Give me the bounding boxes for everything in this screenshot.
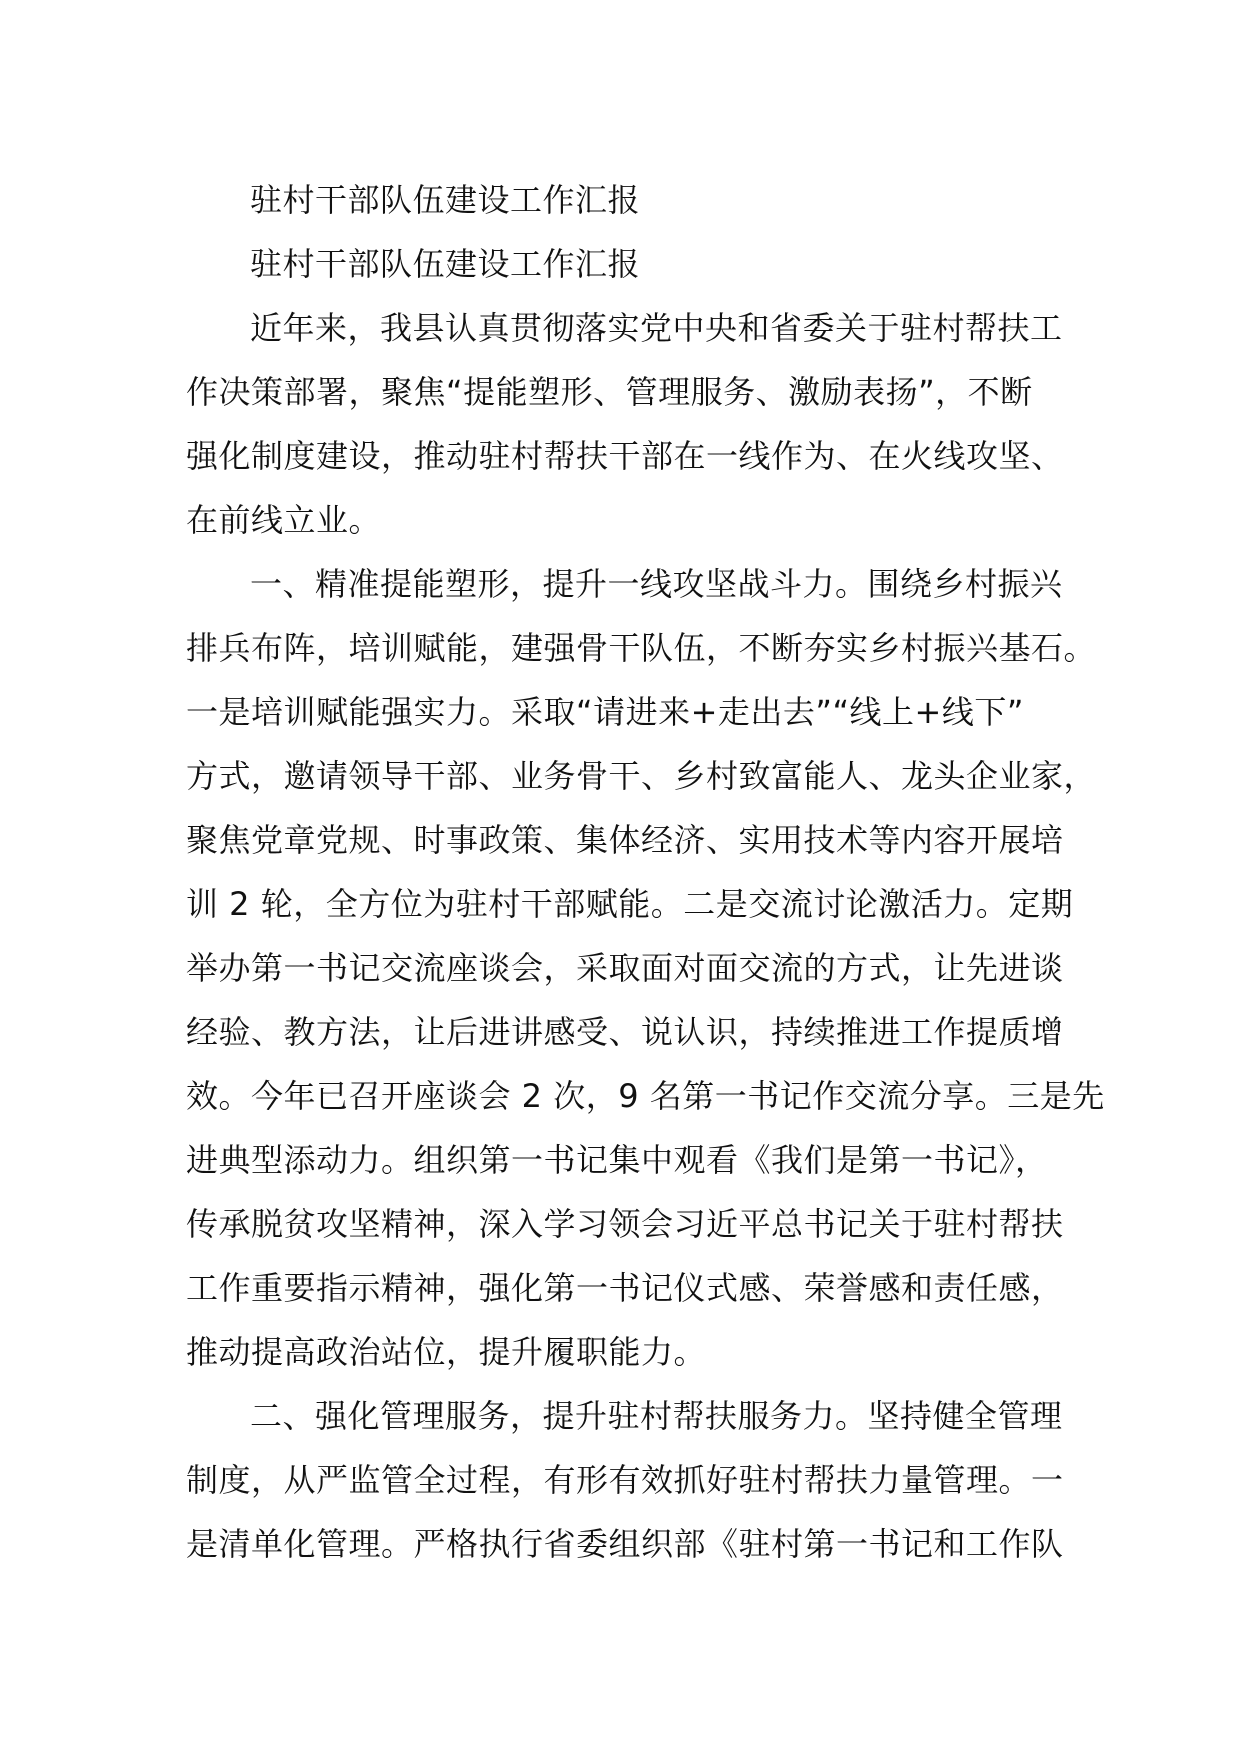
intro-paragraph-line: 在前线立业。 [186,501,382,539]
section-one-line: 推动提高政治站位，提升履职能力。 [186,1333,707,1371]
document-subtitle: 驻村干部队伍建设工作汇报 [250,245,641,283]
section-one-line: 工作重要指示精神，强化第一书记仪式感、荣誉感和责任感， [186,1269,1064,1307]
document-body [186,168,1105,1576]
section-one-line: 进典型添动力。组织第一书记集中观看《我们是第一书记》， [186,1141,1048,1179]
section-one-line: 聚焦党章党规、时事政策、集体经济、实用技术等内容开展培 [186,821,1064,859]
intro-paragraph-line: 作决策部署，聚焦“提能塑形、管理服务、激励表扬”，不断 [186,373,1033,411]
intro-paragraph-line: 强化制度建设，推动驻村帮扶干部在一线作为、在火线攻坚、 [186,437,1064,475]
section-one-line: 经验、教方法，让后进讲感受、说认识，持续推进工作提质增 [186,1013,1064,1051]
section-one-line: 传承脱贫攻坚精神，深入学习领会习近平总书记关于驻村帮扶 [186,1205,1064,1243]
section-two-line: 是清单化管理。严格执行省委组织部《驻村第一书记和工作队 [186,1525,1064,1563]
section-two-line: 制度，从严监管全过程，有形有效抓好驻村帮扶力量管理。一 [186,1461,1064,1499]
section-one-line: 效。今年已召开座谈会 2 次，9 名第一书记作交流分享。三是先 [186,1077,1105,1115]
document-title: 驻村干部队伍建设工作汇报 [250,181,641,219]
section-one-line: 一、精准提能塑形，提升一线攻坚战斗力。围绕乡村振兴 [250,565,1063,603]
section-one-line: 方式，邀请领导干部、业务骨干、乡村致富能人、龙头企业家， [186,757,1097,795]
section-one-line: 训 2 轮，全方位为驻村干部赋能。二是交流讨论激活力。定期 [186,885,1074,923]
intro-paragraph-line: 近年来，我县认真贯彻落实党中央和省委关于驻村帮扶工 [250,309,1063,347]
section-two-line: 二、强化管理服务，提升驻村帮扶服务力。坚持健全管理 [250,1397,1063,1435]
section-one-line: 一是培训赋能强实力。采取“请进来+走出去”“线上+线下” [186,693,1024,731]
section-one-line: 举办第一书记交流座谈会，采取面对面交流的方式，让先进谈 [186,949,1064,987]
section-one-line: 排兵布阵，培训赋能，建强骨干队伍，不断夯实乡村振兴基石。 [186,629,1097,667]
